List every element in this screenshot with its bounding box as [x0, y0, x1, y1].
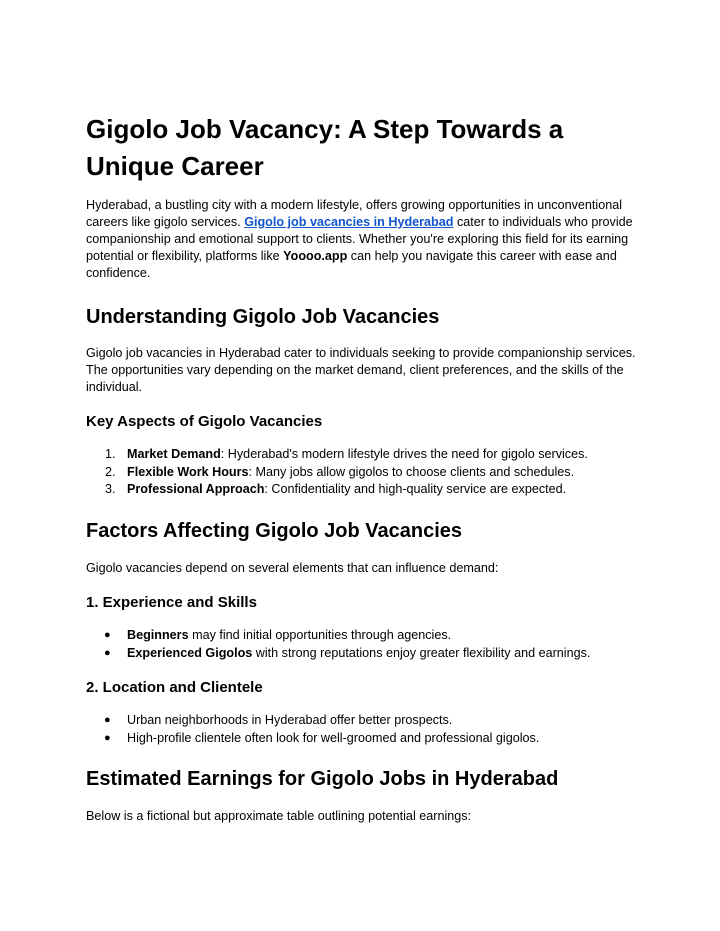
intro-paragraph	[86, 197, 646, 282]
list-term: Market Demand	[127, 447, 221, 461]
list-item	[86, 446, 646, 464]
section-heading-factors: Factors Affecting Gigolo Job Vacancies	[86, 520, 463, 542]
section-heading-understanding: Understanding Gigolo Job Vacancies	[86, 306, 440, 328]
gigolo-vacancies-link[interactable]: Gigolo job vacancies in Hyderabad	[244, 215, 454, 229]
list-marker: 2.	[105, 464, 116, 479]
list-item	[86, 730, 646, 748]
experience-list	[86, 627, 646, 662]
bullet-icon: ●	[104, 731, 111, 744]
list-text: High-profile clientele often look for well-groomed and professional gigolos.	[127, 730, 540, 745]
key-aspects-list	[86, 446, 646, 499]
list-item	[86, 481, 646, 499]
subheading-experience: 1. Experience and Skills	[86, 594, 257, 611]
bullet-icon: ●	[104, 629, 111, 641]
understanding-paragraph: Gigolo job vacancies in Hyderabad cater to individuals seeking to provide companionship services. The opportunities vary depending on the market demand, client preferences, and the skills of the individual.	[86, 346, 636, 394]
bullet-icon: ●	[104, 714, 111, 726]
brand-name: Yoooo.app	[283, 249, 348, 263]
list-item	[86, 464, 646, 482]
list-item	[86, 627, 646, 645]
section-heading-earnings: Estimated Earnings for Gigolo Jobs in Hyderabad	[86, 768, 559, 790]
earnings-paragraph: Below is a fictional but approximate table outlining potential earnings:	[86, 809, 472, 823]
intro-text-1: Hyderabad, a bustling city with a modern lifestyle, offers growing opportunities in unconventional careers like gigolo services.	[86, 198, 623, 229]
page-title: Gigolo Job Vacancy: A Step Towards a Unique Career	[86, 114, 564, 181]
subheading-location: 2. Location and Clientele	[86, 679, 263, 696]
list-term: Flexible Work Hours	[127, 464, 249, 479]
list-item	[86, 645, 646, 663]
list-marker: 3.	[105, 482, 116, 496]
list-term: Experienced Gigolos	[127, 645, 253, 660]
location-list	[86, 712, 646, 747]
intro-text-2: cater to individuals who provide companionship and emotional support to clients. Whether you're exploring this field for its earning potential or flexibility, platforms like	[86, 215, 633, 263]
factors-paragraph: Gigolo vacancies depend on several elements that can influence demand:	[86, 561, 499, 575]
subheading-key-aspects: Key Aspects of Gigolo Vacancies	[86, 413, 323, 430]
list-term: Beginners	[127, 628, 189, 642]
list-text: Urban neighborhoods in Hyderabad offer better prospects.	[127, 713, 453, 727]
list-text: with strong reputations enjoy greater flexibility and earnings.	[252, 645, 591, 660]
list-text: may find initial opportunities through agencies.	[188, 628, 452, 642]
list-item	[86, 712, 646, 730]
intro-text-3: can help you navigate this career with ease and confidence.	[86, 249, 617, 280]
list-marker: 1.	[105, 447, 116, 461]
list-term: Professional Approach	[127, 482, 265, 496]
list-text: : Hyderabad's modern lifestyle drives the need for gigolo services.	[220, 447, 588, 461]
list-text: : Many jobs allow gigolos to choose clients and schedules.	[248, 464, 575, 479]
bullet-icon: ●	[104, 646, 111, 659]
list-text: : Confidentiality and high-quality service are expected.	[264, 482, 567, 496]
